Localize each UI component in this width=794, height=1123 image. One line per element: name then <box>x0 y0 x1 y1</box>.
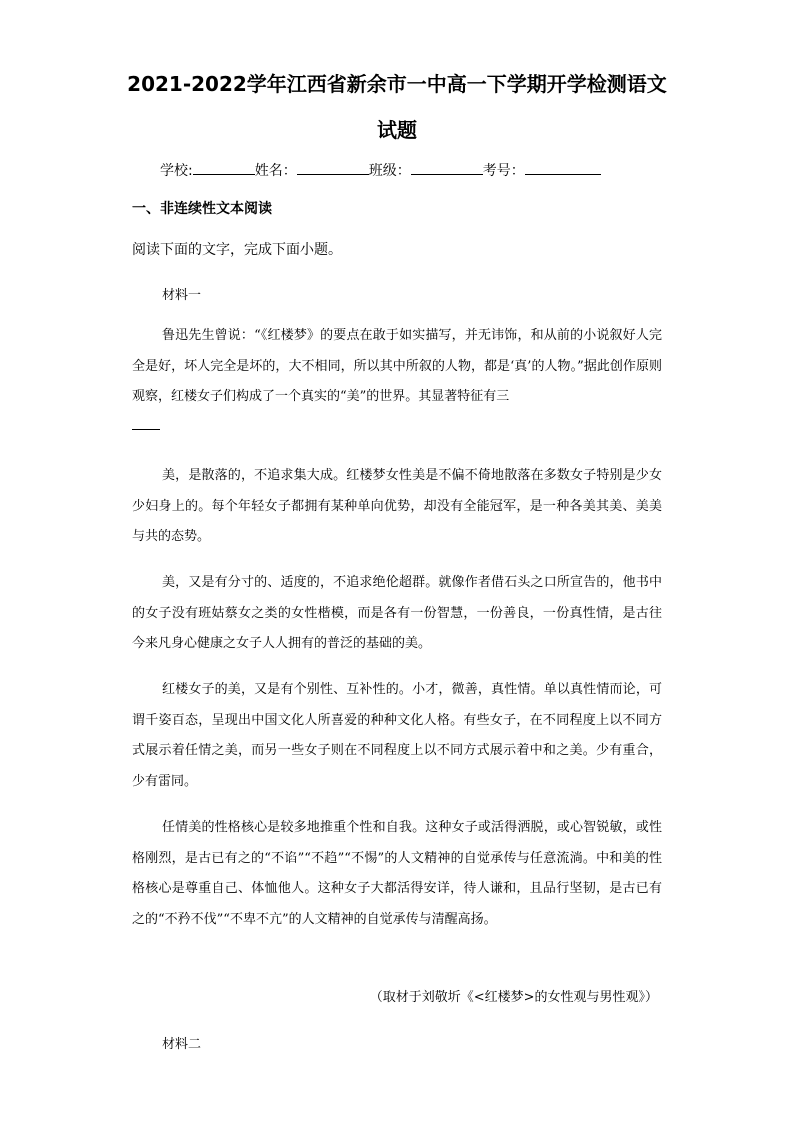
paragraph-4: 红楼女子的美，又是有个别性、互补性的。小才，微善，真性情。单以真性情而论，可谓千姿百态，呈现出中国文化人所喜爱的种种文化人格。有些女子，在不同程度上以不同方式展示着任情之美，而另一些女子则在不同程度上以不同方式展示着中和之美。少有重合，少有雷同。 <box>132 682 662 789</box>
page-title-line1: 2021-2022学年江西省新余市一中高一下学期开学检测语文 <box>127 72 667 96</box>
school-blank[interactable] <box>193 160 255 175</box>
class-blank[interactable] <box>411 160 483 175</box>
school-label: 学校: <box>160 163 193 179</box>
paragraph-3: 美，又是有分寸的、适度的，不追求绝伦超群。就像作者借石头之口所宣告的，他书中的女子没有班姑蔡女之类的女性楷模，而是各有一份智慧，一份善良，一份真性情，是古往今来凡身心健康之女子人人拥有的普泛的基础的美。 <box>132 575 662 651</box>
section-heading: 一、非连续性文本阅读 <box>132 201 272 217</box>
name-label: 姓名： <box>254 163 297 179</box>
material-1-label: 材料一 <box>162 288 202 303</box>
class-label: 班级： <box>368 163 411 179</box>
material-2-label: 材料二 <box>162 1037 202 1052</box>
paragraph-1: 鲁迅先生曾说：“《红楼梦》的要点在敢于如实描写，并无讳饰，和从前的小说叙好人完全是好，坏人完全是坏的，大不相同，所以其中所叙的人物，都是‘真’的人物。”据此创作原则观察，红楼女子们构成了一个真实的“美”的世界。其显著特征有三 <box>132 328 662 404</box>
name-blank[interactable] <box>297 160 369 175</box>
source-citation: （取材于刘敬圻《<红楼梦>的女性观与男性观》） <box>369 990 658 1005</box>
instruction-text: 阅读下面的文字，完成下面小题。 <box>132 242 342 258</box>
paragraph-5: 任情美的性格核心是较多地推重个性和自我。这种女子或活得洒脱，或心智锐敏，或性格刚烈，是古已有之的“不谄”“不趋”“不惕”的人文精神的自觉承传与任意流淌。中和美的性格核心是尊重自己、体恤他人。这种女子大都活得安详，待人谦和，且品行坚韧，是古已有之的“不矜不伐”“不卑不亢”的人文精神的自觉承传与清醒高扬。 <box>132 820 662 927</box>
student-info-row <box>160 160 601 180</box>
page-title-line2: 试题 <box>377 118 417 142</box>
paragraph-2: 美，是散落的，不追求集大成。红楼梦女性美是不偏不倚地散落在多数女子特别是少女少妇身上的。每个年轻女子都拥有某种单向优势，却没有全能冠军，是一种各美其美、美美与共的态势。 <box>132 468 662 544</box>
number-label: 考号： <box>482 163 525 179</box>
blank-line <box>132 429 160 430</box>
number-blank[interactable] <box>525 160 601 175</box>
